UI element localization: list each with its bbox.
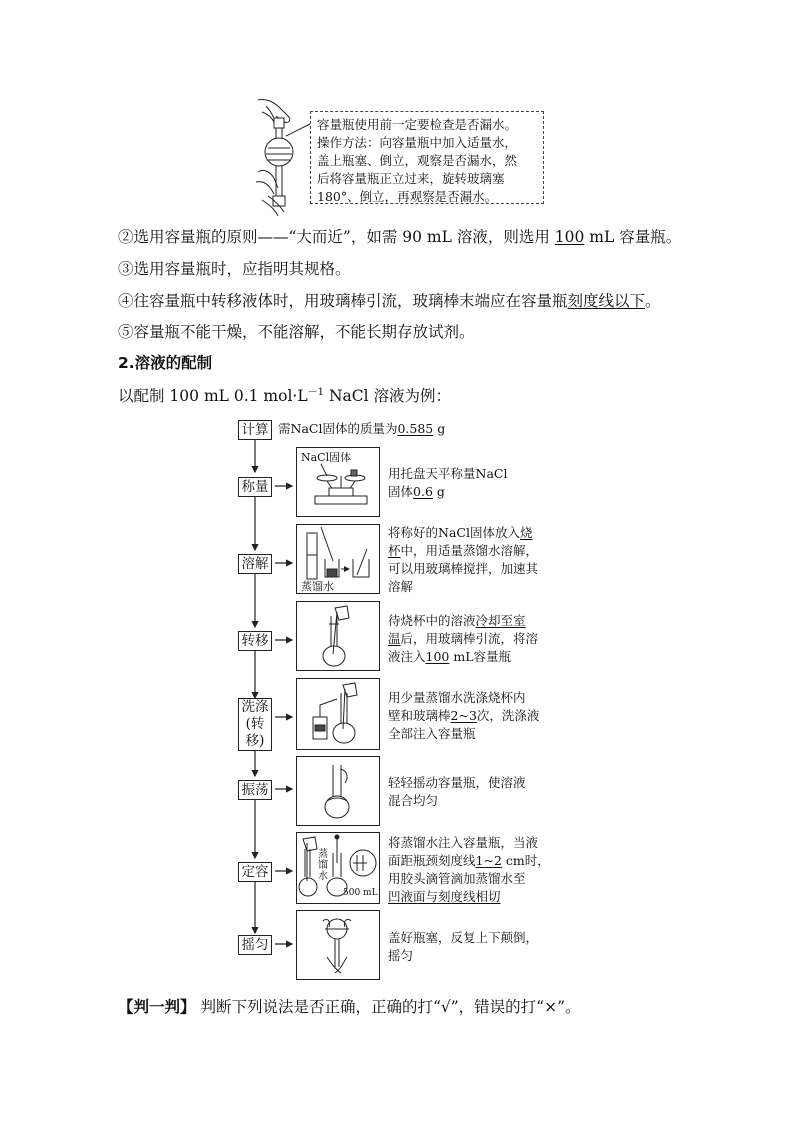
weigh-text: 固体 bbox=[388, 484, 414, 499]
wash-label-sub: (转移) bbox=[245, 716, 265, 749]
wash-line bbox=[388, 707, 539, 725]
step-shake: 振荡 bbox=[238, 780, 272, 800]
transfer-desc bbox=[388, 612, 538, 666]
intro-superscript: －1 bbox=[307, 387, 325, 398]
judge-text: 判断下列说法是否正确，正确的打“√”，错误的打“×”。 bbox=[200, 998, 581, 1016]
dissolve-desc bbox=[388, 524, 538, 596]
note-line: 180°、倒立，再观察是否漏水。 bbox=[317, 189, 498, 204]
calculate-answer: 0.585 bbox=[397, 421, 434, 436]
transfer-text: 后，用玻璃棒引流，将溶 bbox=[400, 631, 539, 646]
flask-inversion-illustration bbox=[248, 96, 318, 220]
dissolve-line bbox=[388, 524, 538, 542]
volume-answer: 1~2 bbox=[475, 853, 502, 868]
mix-line: 摇匀 bbox=[388, 948, 414, 963]
dissolve-illustration-box bbox=[296, 524, 380, 594]
volume-text: 面距瓶颈刻度线 bbox=[388, 853, 476, 868]
point-4-answer: 刻度线以下 bbox=[567, 292, 646, 310]
point-2-answer: 100 bbox=[554, 228, 585, 246]
dissolve-line: 溶解 bbox=[388, 579, 414, 594]
calculate-unit: g bbox=[433, 421, 446, 436]
calculate-text: 需NaCl固体的质量为 bbox=[278, 421, 398, 436]
shake-illustration-box bbox=[296, 756, 380, 826]
mix-line: 盖好瓶塞，反复上下颠倒， bbox=[388, 930, 539, 945]
step-transfer: 转移 bbox=[238, 631, 272, 651]
dissolve-img-label: 蒸馏水 bbox=[301, 580, 334, 593]
point-3: ③选用容量瓶时，应指明其规格。 bbox=[118, 260, 351, 278]
weigh-unit: g bbox=[432, 484, 445, 499]
weigh-line bbox=[388, 483, 507, 501]
transfer-illustration-box bbox=[296, 601, 380, 671]
point-2-text: ②选用容量瓶的原则——“大而近”，如需 90 mL 溶液，则选用 bbox=[118, 228, 555, 246]
flask-invert-icon bbox=[297, 911, 379, 979]
shake-line: 轻轻摇动容量瓶，使溶液 bbox=[388, 775, 526, 790]
point-4-tail: 。 bbox=[645, 292, 661, 310]
shake-desc bbox=[388, 774, 526, 810]
flask-pour-icon bbox=[297, 602, 379, 670]
note-line: 操作方法：向容量瓶中加入适量水， bbox=[317, 135, 518, 150]
wash-label: 洗涤 bbox=[241, 699, 269, 715]
wash-line: 全部注入容量瓶 bbox=[388, 726, 476, 741]
flask-swirl-icon bbox=[297, 757, 379, 825]
point-2-tail: mL 容量瓶。 bbox=[584, 228, 682, 246]
calculate-desc bbox=[278, 420, 445, 438]
mix-desc bbox=[388, 929, 538, 965]
point-4-text: ④往容量瓶中转移液体时，用玻璃棒引流，玻璃棒末端应在容量瓶 bbox=[118, 292, 568, 310]
judge-tag: 【判一判】 bbox=[118, 998, 196, 1016]
dissolve-text: 中，用适量蒸馏水溶解， bbox=[400, 543, 539, 558]
note-line: 后将容量瓶正立过来，旋转玻璃塞 bbox=[317, 171, 505, 186]
wash-desc bbox=[388, 689, 539, 743]
point-5: ⑤容量瓶不能干燥，不能溶解，不能长期存放试剂。 bbox=[118, 323, 475, 341]
volume-line: 用胶头滴管滴加蒸馏水至 bbox=[388, 871, 526, 886]
note-line: 容量瓶使用前一定要检查是否漏水。 bbox=[317, 117, 518, 132]
volume-img-ml: 500 mL bbox=[343, 888, 378, 898]
dissolve-line: 可以用玻璃棒搅拌，加速其 bbox=[388, 561, 539, 576]
step-calculate: 计算 bbox=[238, 420, 272, 440]
weigh-line: 用托盘天平称量NaCl bbox=[388, 466, 508, 481]
transfer-answer: 冷却至室 bbox=[475, 613, 526, 628]
dissolve-answer: 烧 bbox=[519, 525, 533, 540]
transfer-unit: mL容量瓶 bbox=[449, 649, 512, 664]
volume-illustration-box bbox=[296, 832, 380, 904]
point-4 bbox=[118, 291, 661, 311]
volume-line: 将蒸馏水注入容量瓶，当液 bbox=[388, 835, 539, 850]
section-title: 2.溶液的配制 bbox=[118, 354, 213, 372]
transfer-line bbox=[388, 630, 538, 648]
step-wash bbox=[238, 698, 272, 751]
wash-illustration-box bbox=[296, 678, 380, 750]
transfer-line bbox=[388, 612, 538, 630]
dissolve-text: 将称好的NaCl固体放入 bbox=[388, 525, 520, 540]
weigh-img-label: NaCl固体 bbox=[301, 451, 352, 464]
transfer-answer: 100 bbox=[425, 649, 450, 664]
volume-answer: 凹液面与刻度线相切 bbox=[388, 889, 501, 904]
transfer-answer: 温 bbox=[388, 631, 401, 646]
volume-img-water: 蒸馏水 bbox=[318, 849, 328, 882]
shake-line: 混合均匀 bbox=[388, 793, 439, 808]
note-line: 盖上瓶塞、倒立，观察是否漏水，然 bbox=[317, 153, 518, 168]
step-make-volume: 定容 bbox=[238, 862, 272, 882]
dissolve-answer: 杯 bbox=[388, 543, 401, 558]
transfer-line bbox=[388, 648, 538, 666]
leak-check-note bbox=[310, 111, 544, 204]
volume-line bbox=[388, 852, 550, 870]
volume-desc bbox=[388, 834, 550, 906]
wash-line: 用少量蒸馏水洗涤烧杯内 bbox=[388, 690, 526, 705]
dissolve-line bbox=[388, 542, 538, 560]
step-weigh: 称量 bbox=[238, 477, 272, 497]
step-mix: 摇匀 bbox=[238, 935, 272, 955]
transfer-text: 待烧杯中的溶液 bbox=[388, 613, 476, 628]
wash-text: 次，洗涤液 bbox=[476, 708, 540, 723]
wash-answer: 2~3 bbox=[450, 708, 477, 723]
volume-text: cm时， bbox=[501, 853, 550, 868]
weigh-desc bbox=[388, 465, 507, 501]
mix-illustration-box bbox=[296, 910, 380, 980]
weigh-illustration-box bbox=[296, 447, 380, 517]
weigh-answer: 0.6 bbox=[413, 484, 433, 499]
wash-bottle-icon bbox=[297, 679, 379, 747]
step-dissolve: 溶解 bbox=[238, 554, 272, 574]
balance-icon bbox=[297, 448, 379, 516]
intro-tail: NaCl 溶液为例： bbox=[324, 387, 451, 406]
note-pointer-line bbox=[286, 120, 312, 140]
point-2 bbox=[118, 227, 681, 247]
transfer-text: 液注入 bbox=[388, 649, 426, 664]
judge-instruction bbox=[118, 997, 581, 1017]
wash-text: 壁和玻璃棒 bbox=[388, 708, 451, 723]
section-intro bbox=[118, 383, 451, 406]
intro-text: 以配制 100 mL 0.1 mol·L bbox=[118, 387, 308, 406]
